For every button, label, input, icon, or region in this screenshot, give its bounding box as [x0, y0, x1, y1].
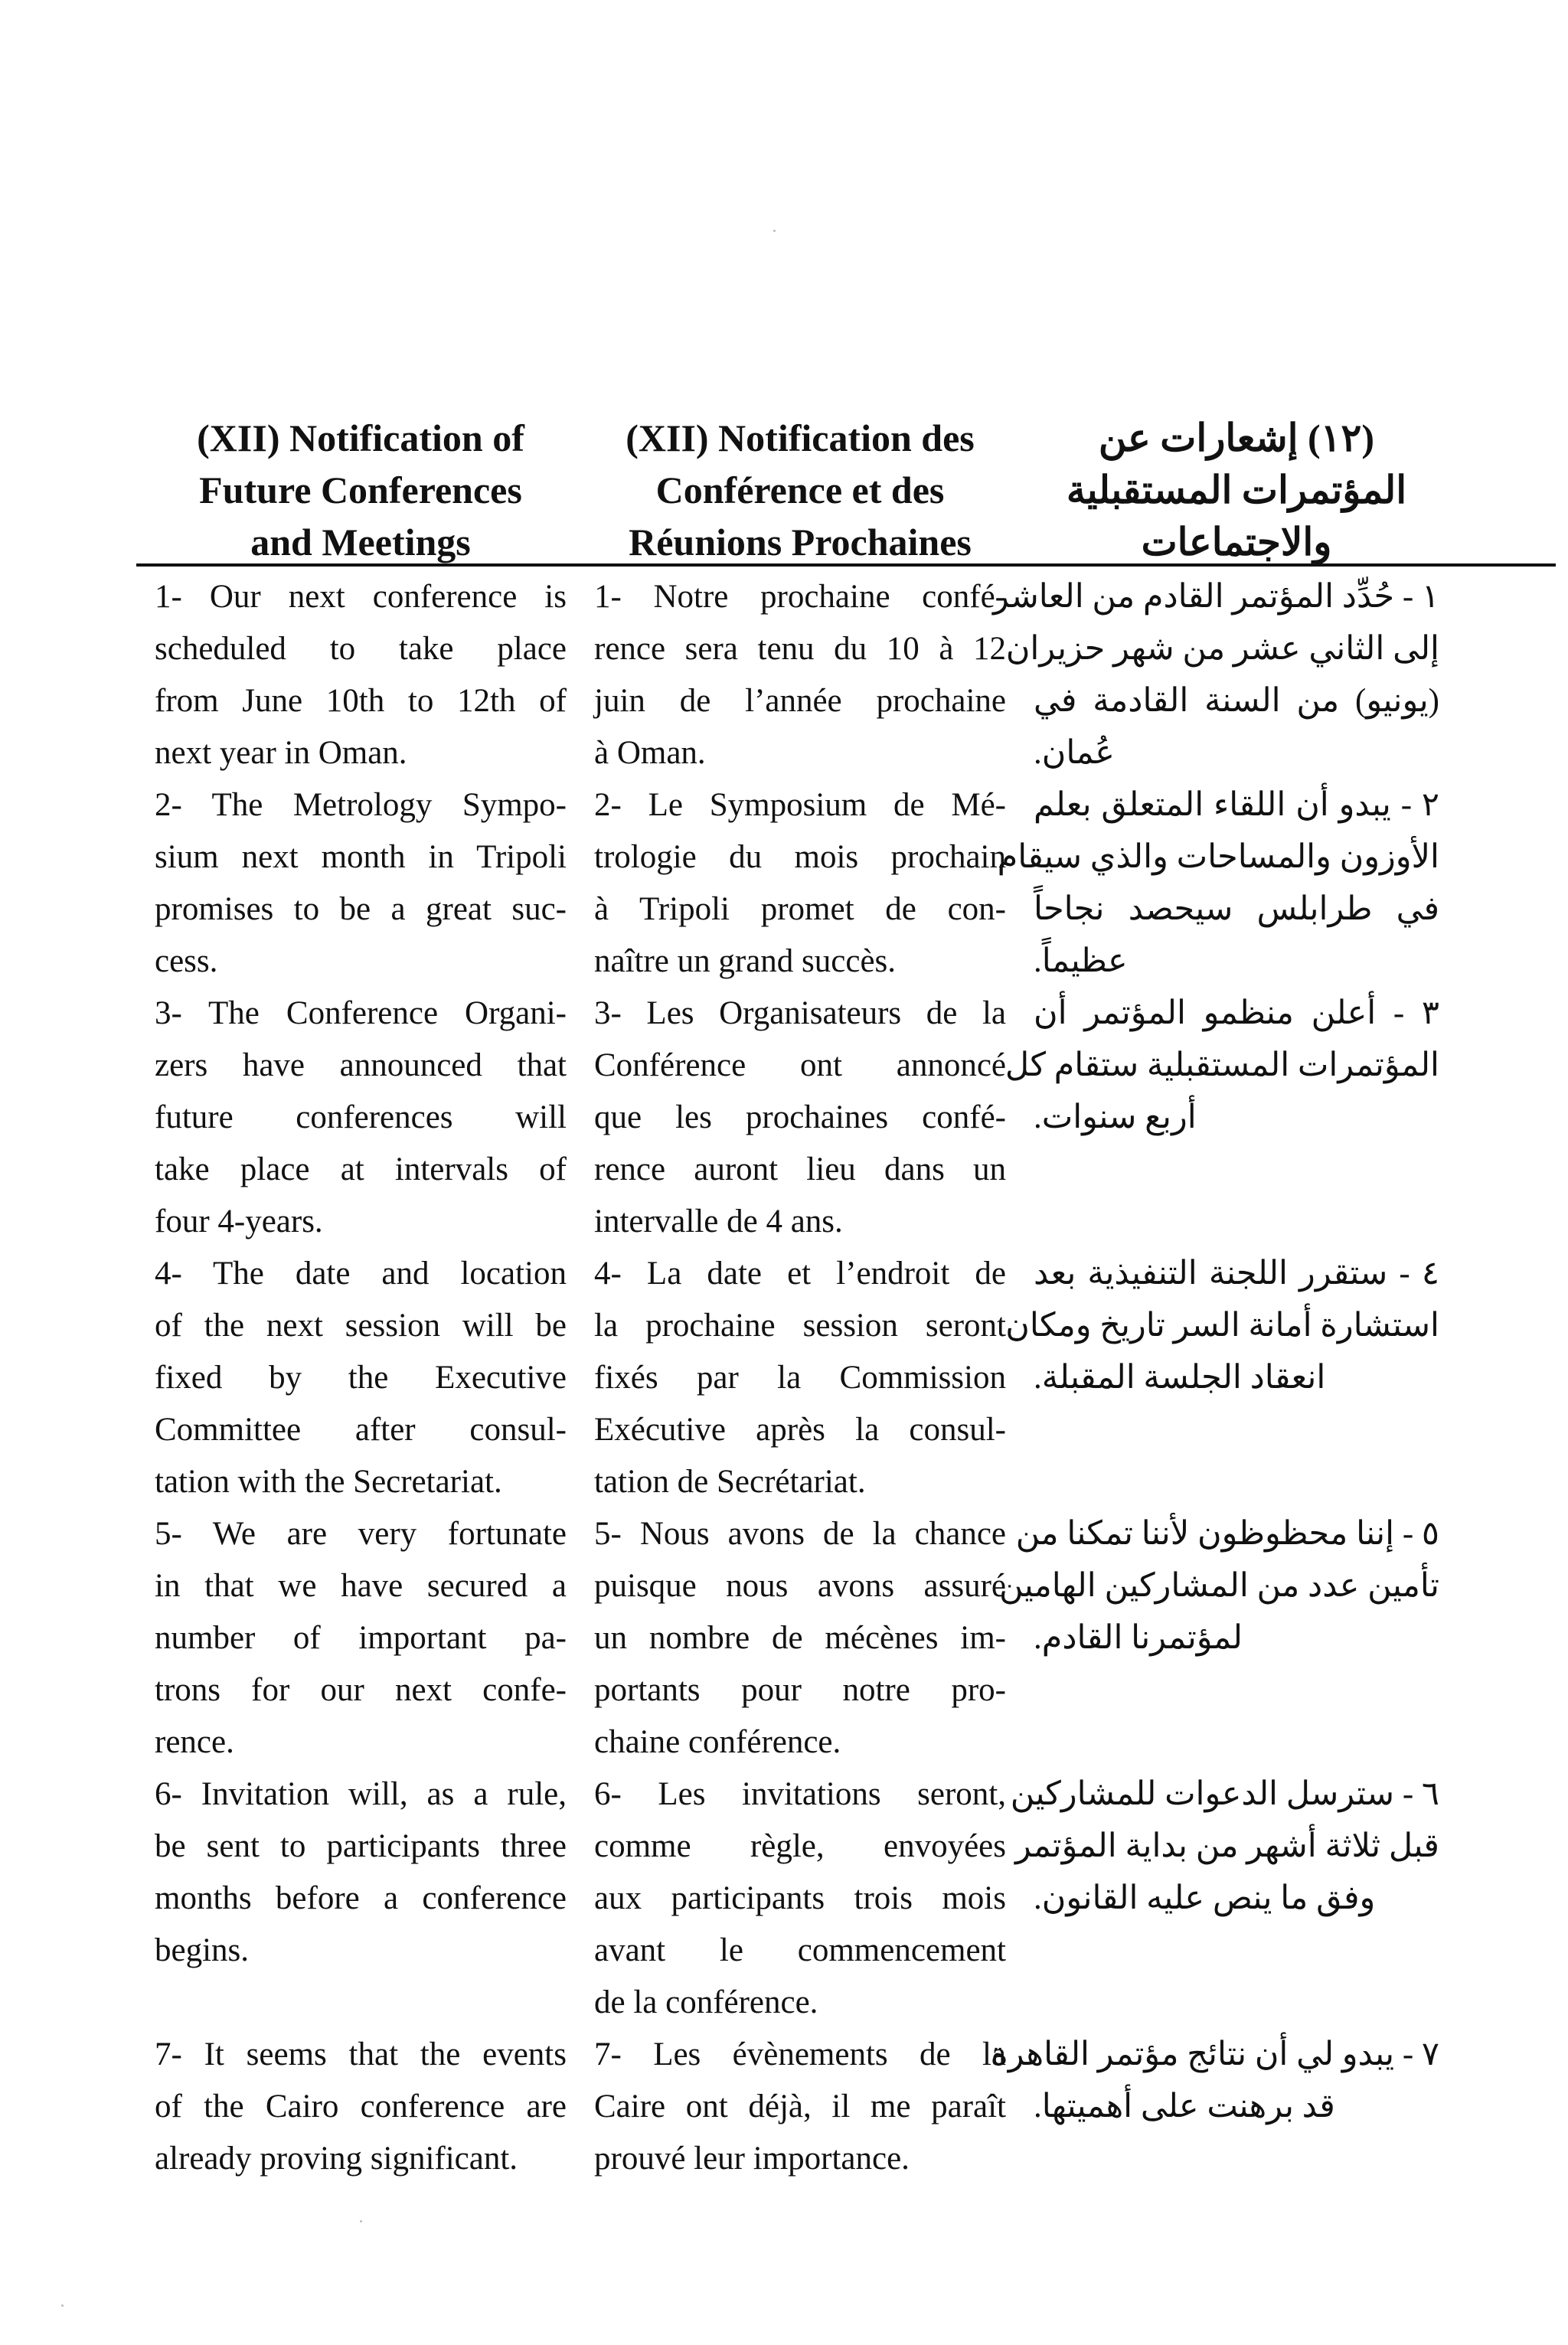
text-line: قد برهنت على أهميتها.: [1034, 2089, 1335, 2125]
text-line: انعقاد الجلسة المقبلة.: [1034, 1360, 1326, 1396]
text-line: إلى الثاني عشر من شهر حزيران: [1005, 631, 1439, 667]
item-5-french: [594, 1508, 1006, 1769]
text-line: (يونيو) من السنة القادمة في: [1034, 683, 1439, 719]
text-line: 4- La date et l’endroit de: [594, 1256, 1006, 1292]
heading-ar-line-2: المؤتمرات المستقبلية: [1066, 469, 1407, 511]
text-line: 7- It seems that the events: [155, 2036, 567, 2072]
item-4-arabic: [1005, 1248, 1439, 1404]
text-line: number of important pa-: [155, 1620, 567, 1656]
text-line: à Tripoli promet de con-: [594, 891, 1006, 927]
text-line: قبل ثلاثة أشهر من بداية المؤتمر: [1015, 1828, 1439, 1864]
item-6-arabic: [1010, 1769, 1439, 1925]
item-7-arabic: [991, 2029, 1439, 2133]
text-line: عُمان.: [1034, 735, 1115, 771]
text-line: Committee after consul-: [155, 1412, 567, 1448]
heading-fr-line-2: Conférence et des: [655, 469, 945, 511]
text-line: المؤتمرات المستقبلية ستقام كل: [1004, 1047, 1439, 1083]
scan-speck: [360, 2220, 362, 2223]
text-line: 5- Nous avons de la chance: [594, 1516, 1006, 1552]
text-line: in that we have secured a: [155, 1568, 567, 1604]
item-6-french: [594, 1769, 1006, 2029]
text-line: Conférence ont annoncé: [594, 1047, 1006, 1083]
text-line: 2- Le Symposium de Mé-: [594, 787, 1006, 823]
text-line: 1- Notre prochaine confé-: [594, 579, 1006, 615]
text-line: trologie du mois prochain: [594, 839, 1006, 875]
text-line: puisque nous avons assuré: [594, 1568, 1006, 1604]
text-line: ٢ - يبدو أن اللقاء المتعلق بعلم: [1034, 787, 1439, 823]
item-4-english: [155, 1248, 567, 1508]
text-line: 2- The Metrology Sympo-: [155, 787, 567, 823]
text-line: zers have announced that: [155, 1047, 567, 1083]
item-5-arabic: [999, 1508, 1439, 1664]
text-line: of the Cairo conference are: [155, 2089, 567, 2125]
scan-speck: [773, 230, 776, 232]
item-1-english: [155, 571, 567, 779]
text-line: tation with the Secretariat.: [155, 1464, 502, 1500]
heading-fr-line-3: Réunions Prochaines: [629, 521, 972, 563]
item-3-english: [155, 988, 567, 1248]
heading-fr-line-1: (XII) Notification des: [626, 416, 975, 459]
item-1-french: [594, 571, 1006, 779]
heading-en-line-3: and Meetings: [250, 521, 471, 563]
item-2-french: [594, 779, 1006, 988]
text-line: الأوزون والمساحات والذي سيقام: [997, 839, 1439, 875]
text-line: tation de Secrétariat.: [594, 1464, 866, 1500]
text-line: 3- Les Organisateurs de la: [594, 995, 1006, 1031]
text-line: ٣ - أعلن منظمو المؤتمر أن: [1034, 995, 1439, 1031]
text-line: sium next month in Tripoli: [155, 839, 567, 875]
text-line: 4- The date and location: [155, 1256, 567, 1292]
text-line: في طرابلس سيحصد نجاحاً: [1034, 891, 1439, 927]
text-line: 1- Our next conference is: [155, 579, 567, 615]
text-line: future conferences will: [155, 1099, 567, 1135]
text-line: trons for our next confe-: [155, 1672, 567, 1708]
text-line: استشارة أمانة السر تاريخ ومكان: [1005, 1308, 1439, 1344]
text-line: avant le commencement: [594, 1932, 1006, 1968]
text-line: cess.: [155, 943, 218, 979]
text-line: rence sera tenu du 10 à 12: [594, 631, 1006, 667]
text-line: un nombre de mécènes im-: [594, 1620, 1006, 1656]
text-line: next year in Oman.: [155, 735, 407, 771]
text-line: 6- Invitation will, as a rule,: [155, 1776, 567, 1812]
text-line: à Oman.: [594, 735, 706, 771]
text-line: عظيماً.: [1034, 943, 1128, 979]
text-line: 3- The Conference Organi-: [155, 995, 567, 1031]
text-line: ٤ - ستقرر اللجنة التنفيذية بعد: [1034, 1256, 1439, 1292]
text-line: rence auront lieu dans un: [594, 1151, 1006, 1187]
heading-ar-line-3: والاجتماعات: [1141, 521, 1332, 563]
item-3-french: [594, 988, 1006, 1248]
scan-speck: [61, 2304, 64, 2307]
text-line: juin de l’année prochaine: [594, 683, 1006, 719]
text-line: تأمين عدد من المشاركين الهامين: [999, 1568, 1439, 1604]
text-line: fixed by the Executive: [155, 1360, 567, 1396]
text-line: ١ - حُدِّد المؤتمر القادم من العاشر: [993, 579, 1439, 615]
item-4-french: [594, 1248, 1006, 1508]
text-line: months before a conference: [155, 1880, 567, 1916]
item-7-french: [594, 2029, 1006, 2185]
heading-ar-line-1: (١٢) إشعارات عن: [1098, 416, 1375, 459]
text-line: aux participants trois mois: [594, 1880, 1006, 1916]
text-line: que les prochaines confé-: [594, 1099, 1006, 1135]
text-line: وفق ما ينص عليه القانون.: [1034, 1880, 1376, 1916]
text-line: chaine conférence.: [594, 1724, 841, 1760]
text-line: Caire ont déjà, il me paraît: [594, 2089, 1006, 2125]
text-line: promises to be a great suc-: [155, 891, 567, 927]
text-line: portants pour notre pro-: [594, 1672, 1006, 1708]
heading-en-line-2: Future Conferences: [199, 469, 522, 511]
heading-divider: [136, 563, 1556, 567]
text-line: intervalle de 4 ans.: [594, 1204, 843, 1239]
item-1-arabic: [993, 571, 1439, 779]
item-6-english: [155, 1769, 567, 1977]
text-line: 5- We are very fortunate: [155, 1516, 567, 1552]
text-line: be sent to participants three: [155, 1828, 567, 1864]
heading-french: [594, 412, 1006, 565]
heading-en-line-1: (XII) Notification of: [197, 416, 524, 459]
item-2-arabic: [997, 779, 1439, 988]
text-line: ٥ - إننا محظوظون لأننا تمكنا من: [1015, 1516, 1439, 1552]
text-line: begins.: [155, 1932, 250, 1968]
text-line: comme règle, envoyées: [594, 1828, 1006, 1864]
text-line: from June 10th to 12th of: [155, 683, 567, 719]
heading-arabic: [1034, 412, 1439, 565]
text-line: لمؤتمرنا القادم.: [1034, 1620, 1243, 1656]
text-line: take place at intervals of: [155, 1151, 567, 1187]
text-line: rence.: [155, 1724, 234, 1760]
text-line: already proving significant.: [155, 2141, 518, 2177]
text-line: 7- Les évènements de la: [594, 2036, 1006, 2072]
text-line: fixés par la Commission: [594, 1360, 1006, 1396]
text-line: de la conférence.: [594, 1984, 818, 2020]
text-line: prouvé leur importance.: [594, 2141, 910, 2177]
text-line: Exécutive après la consul-: [594, 1412, 1006, 1448]
text-line: ٦ - سترسل الدعوات للمشاركين: [1010, 1776, 1439, 1812]
text-line: 6- Les invitations seront,: [594, 1776, 1006, 1812]
item-3-arabic: [1004, 988, 1439, 1144]
heading-english: [155, 412, 567, 565]
text-line: la prochaine session seront: [594, 1308, 1006, 1344]
text-line: ٧ - يبدو لي أن نتائج مؤتمر القاهرة: [991, 2036, 1439, 2072]
text-line: أربع سنوات.: [1034, 1099, 1197, 1135]
text-line: of the next session will be: [155, 1308, 567, 1344]
text-line: naître un grand succès.: [594, 943, 897, 979]
text-line: scheduled to take place: [155, 631, 567, 667]
text-line: four 4-years.: [155, 1204, 323, 1239]
item-5-english: [155, 1508, 567, 1769]
item-7-english: [155, 2029, 567, 2185]
item-2-english: [155, 779, 567, 988]
